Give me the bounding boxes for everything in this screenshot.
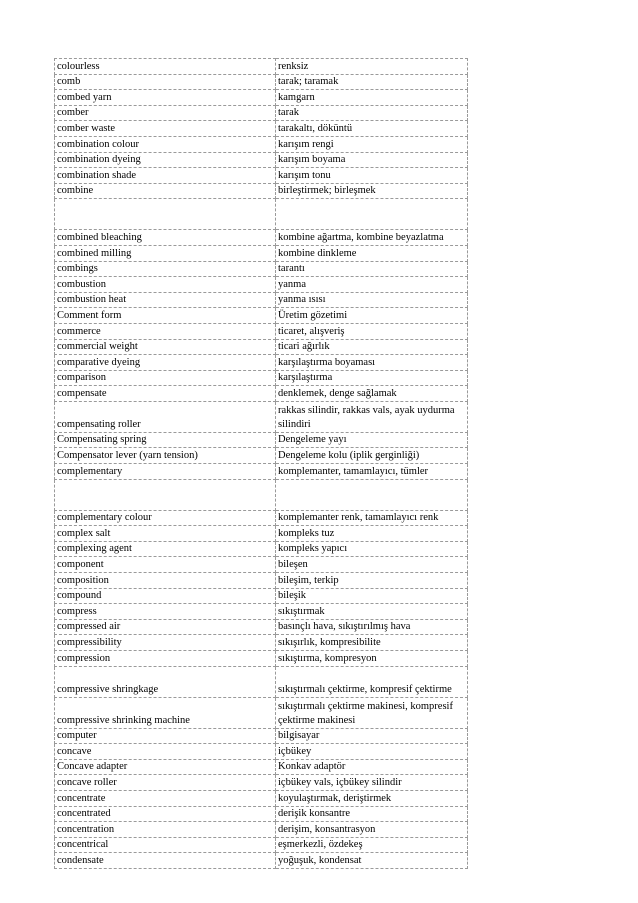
term-english: Compensator lever (yarn tension) (55, 448, 276, 464)
term-turkish: bilgisayar (276, 728, 468, 744)
term-turkish: Konkav adaptör (276, 759, 468, 775)
glossary-row (55, 510, 468, 526)
term-english: combined milling (55, 245, 276, 261)
term-english: condensate (55, 853, 276, 869)
term-turkish: derişim, konsantrasyon (276, 822, 468, 838)
glossary-row (55, 199, 468, 230)
term-turkish: denklemek, denge sağlamak (276, 386, 468, 402)
term-english (55, 479, 276, 510)
term-english: concave (55, 744, 276, 760)
glossary-row (55, 619, 468, 635)
glossary-row (55, 308, 468, 324)
term-turkish: sıkışırlık, kompresibilite (276, 635, 468, 651)
term-turkish: Dengeleme kolu (iplik gerginliği) (276, 448, 468, 464)
term-english: compressed air (55, 619, 276, 635)
glossary-row (55, 541, 468, 557)
term-turkish: karışım boyama (276, 152, 468, 168)
term-english: combustion heat (55, 292, 276, 308)
term-turkish (276, 199, 468, 230)
term-turkish: bileşen (276, 557, 468, 573)
term-english: combination colour (55, 136, 276, 152)
term-turkish: kompleks yapıcı (276, 541, 468, 557)
glossary-row (55, 323, 468, 339)
glossary-row (55, 775, 468, 791)
term-english: compensate (55, 386, 276, 402)
glossary-row (55, 728, 468, 744)
term-english: compressibility (55, 635, 276, 651)
glossary-row (55, 90, 468, 106)
term-english: Compensating spring (55, 432, 276, 448)
term-turkish: sıkıştırmak (276, 604, 468, 620)
glossary-row (55, 651, 468, 667)
term-english: complementary colour (55, 510, 276, 526)
term-english: compression (55, 651, 276, 667)
glossary-row (55, 168, 468, 184)
term-turkish: içbükey (276, 744, 468, 760)
glossary-row (55, 230, 468, 246)
glossary-row (55, 355, 468, 371)
glossary-row (55, 604, 468, 620)
glossary-row (55, 853, 468, 869)
term-turkish: koyulaştırmak, deriştirmek (276, 790, 468, 806)
glossary-row (55, 386, 468, 402)
term-english: concentration (55, 822, 276, 838)
term-turkish: sıkıştırmalı çektirme, kompresif çektirme (276, 666, 468, 697)
term-turkish: yoğuşuk, kondensat (276, 853, 468, 869)
glossary-body (55, 59, 468, 869)
term-turkish: kamgarn (276, 90, 468, 106)
glossary-row (55, 573, 468, 589)
glossary-row (55, 635, 468, 651)
term-english: combings (55, 261, 276, 277)
term-turkish: karışım tonu (276, 168, 468, 184)
glossary-row (55, 370, 468, 386)
term-turkish: renksiz (276, 59, 468, 75)
term-english: composition (55, 573, 276, 589)
term-turkish: bileşim, terkip (276, 573, 468, 589)
term-turkish: yanma (276, 277, 468, 293)
term-english: complexing agent (55, 541, 276, 557)
glossary-row (55, 666, 468, 697)
glossary-row (55, 432, 468, 448)
term-english: compress (55, 604, 276, 620)
term-english: concentrated (55, 806, 276, 822)
glossary-row (55, 448, 468, 464)
term-turkish: basınçlı hava, sıkıştırılmış hava (276, 619, 468, 635)
glossary-row (55, 806, 468, 822)
glossary-row (55, 59, 468, 75)
term-english: concave roller (55, 775, 276, 791)
term-english: combine (55, 183, 276, 199)
term-turkish: sıkıştırmalı çektirme makinesi, kompresif çektirme makinesi (276, 697, 468, 728)
term-english: comb (55, 74, 276, 90)
glossary-row (55, 464, 468, 480)
term-english: combination shade (55, 168, 276, 184)
term-english: compensating roller (55, 401, 276, 432)
term-turkish: kompleks tuz (276, 526, 468, 542)
glossary-row (55, 557, 468, 573)
glossary-row (55, 74, 468, 90)
term-english: combined bleaching (55, 230, 276, 246)
glossary-row (55, 526, 468, 542)
glossary-row (55, 183, 468, 199)
term-english: comparative dyeing (55, 355, 276, 371)
term-english: complex salt (55, 526, 276, 542)
term-english: compressive shringkage (55, 666, 276, 697)
term-english: commerce (55, 323, 276, 339)
term-turkish: karşılaştırma boyaması (276, 355, 468, 371)
term-english: component (55, 557, 276, 573)
glossary-row (55, 790, 468, 806)
term-turkish: eşmerkezli, özdekeş (276, 837, 468, 853)
glossary-row (55, 744, 468, 760)
term-turkish: ticaret, alışveriş (276, 323, 468, 339)
term-turkish: tarak; taramak (276, 74, 468, 90)
glossary-row (55, 292, 468, 308)
term-turkish: yanma ısısı (276, 292, 468, 308)
glossary-row (55, 837, 468, 853)
term-turkish: karşılaştırma (276, 370, 468, 386)
term-turkish: tarakaltı, döküntü (276, 121, 468, 137)
term-english: comber waste (55, 121, 276, 137)
term-turkish: karışım rengi (276, 136, 468, 152)
glossary-row (55, 697, 468, 728)
term-turkish: bileşik (276, 588, 468, 604)
term-turkish: ticari ağırlık (276, 339, 468, 355)
term-english: Concave adapter (55, 759, 276, 775)
term-turkish: tarak (276, 105, 468, 121)
term-turkish: tarantı (276, 261, 468, 277)
term-english: computer (55, 728, 276, 744)
glossary-row (55, 261, 468, 277)
glossary-row (55, 479, 468, 510)
glossary-row (55, 245, 468, 261)
term-english: complementary (55, 464, 276, 480)
term-english: combed yarn (55, 90, 276, 106)
term-english: compound (55, 588, 276, 604)
glossary-row (55, 401, 468, 432)
term-turkish: sıkıştırma, kompresyon (276, 651, 468, 667)
term-turkish: komplemanter renk, tamamlayıcı renk (276, 510, 468, 526)
term-turkish: Üretim gözetimi (276, 308, 468, 324)
term-english: concentrical (55, 837, 276, 853)
term-english: combination dyeing (55, 152, 276, 168)
glossary-row (55, 121, 468, 137)
term-turkish: rakkas silindir, rakkas vals, ayak uydurma silindiri (276, 401, 468, 432)
glossary-row (55, 105, 468, 121)
term-turkish: komplemanter, tamamlayıcı, tümler (276, 464, 468, 480)
term-turkish (276, 479, 468, 510)
glossary-row (55, 339, 468, 355)
term-english: concentrate (55, 790, 276, 806)
term-english: Comment form (55, 308, 276, 324)
glossary-row (55, 136, 468, 152)
term-turkish: Dengeleme yayı (276, 432, 468, 448)
term-turkish: içbükey vals, içbükey silindir (276, 775, 468, 791)
glossary-row (55, 152, 468, 168)
term-english: compressive shrinking machine (55, 697, 276, 728)
term-english: colourless (55, 59, 276, 75)
term-english: comparison (55, 370, 276, 386)
glossary-row (55, 588, 468, 604)
term-english: comber (55, 105, 276, 121)
glossary-table (54, 58, 468, 869)
glossary-row (55, 759, 468, 775)
term-turkish: kombine ağartma, kombine beyazlatma (276, 230, 468, 246)
term-turkish: kombine dinkleme (276, 245, 468, 261)
term-english (55, 199, 276, 230)
term-turkish: birleştirmek; birleşmek (276, 183, 468, 199)
term-turkish: derişik konsantre (276, 806, 468, 822)
term-english: combustion (55, 277, 276, 293)
glossary-row (55, 822, 468, 838)
glossary-row (55, 277, 468, 293)
term-english: commercial weight (55, 339, 276, 355)
